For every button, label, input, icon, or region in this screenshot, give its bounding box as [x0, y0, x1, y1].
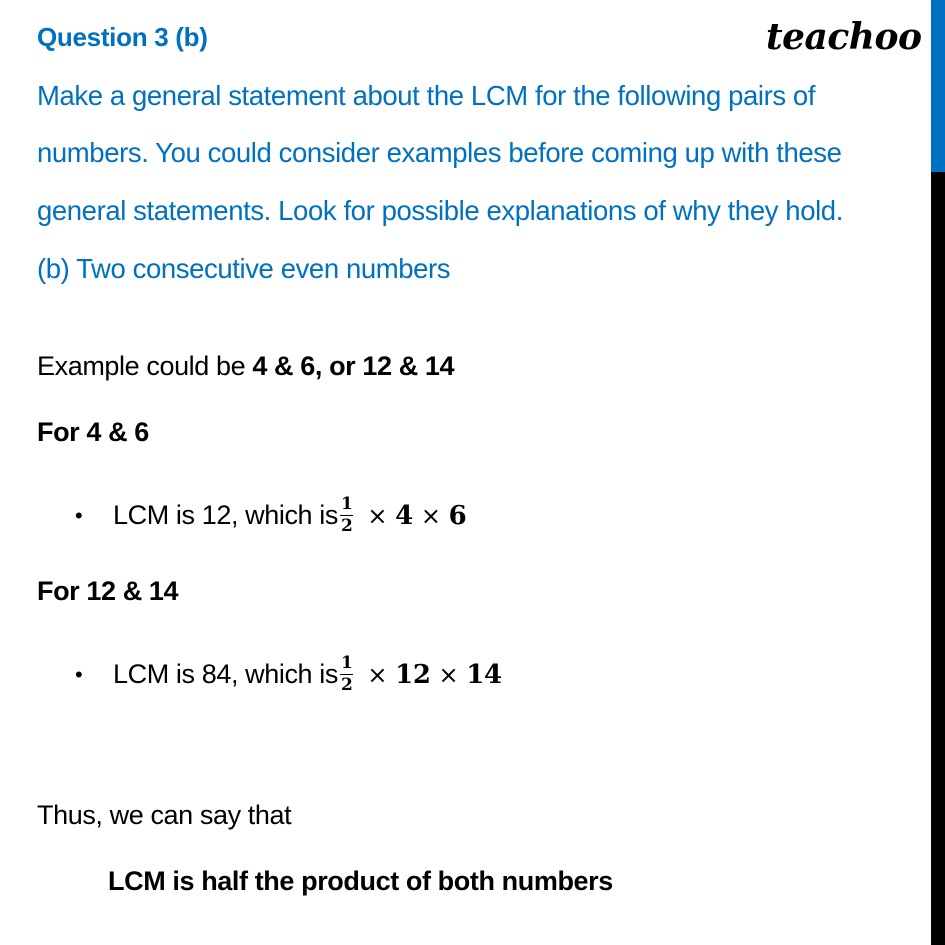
case1-heading: For 4 & 6: [37, 417, 149, 447]
case1-a: 4: [395, 500, 413, 531]
case2-text: LCM is 84, which is: [113, 659, 338, 689]
case1-text: LCM is 12, which is: [113, 500, 338, 530]
times-icon: ×: [367, 501, 388, 530]
question-title: Question 3 (b): [37, 22, 208, 52]
fraction-numerator: 1: [340, 653, 353, 673]
side-bar-black: [931, 172, 945, 945]
question-line-3: general statements. Look for possible explanations of why they hold.: [37, 195, 843, 226]
times-icon: ×: [420, 501, 441, 530]
bullet-icon: •: [75, 502, 83, 528]
case1-bullet-row: [75, 496, 466, 535]
case2-bullet-row: [75, 655, 502, 694]
example-prefix: Example could be: [37, 351, 253, 381]
thus-line: Thus, we can say that: [37, 800, 292, 830]
half-fraction: [340, 655, 353, 694]
question-line-2: numbers. You could consider examples before coming up with these: [37, 137, 842, 168]
question-line-4: (b) Two consecutive even numbers: [37, 253, 451, 284]
fraction-denominator: 2: [340, 516, 353, 536]
fraction-denominator: 2: [340, 675, 353, 695]
case2-heading: For 12 & 14: [37, 576, 179, 606]
times-icon: ×: [438, 660, 459, 689]
fraction-numerator: 1: [340, 494, 353, 514]
example-values: 4 & 6, or 12 & 14: [252, 351, 455, 381]
case2-b: 14: [466, 659, 502, 690]
bullet-icon: •: [75, 661, 83, 687]
side-bar-blue: [931, 0, 945, 172]
times-icon: ×: [367, 660, 388, 689]
case2-a: 12: [395, 659, 431, 690]
conclusion-statement: LCM is half the product of both numbers: [108, 866, 613, 896]
question-line-1: Make a general statement about the LCM for the following pairs of: [37, 80, 816, 111]
half-fraction: [340, 496, 353, 535]
case1-b: 6: [448, 500, 467, 531]
example-line: [37, 351, 454, 382]
teachoo-logo: teachoo: [766, 16, 922, 58]
